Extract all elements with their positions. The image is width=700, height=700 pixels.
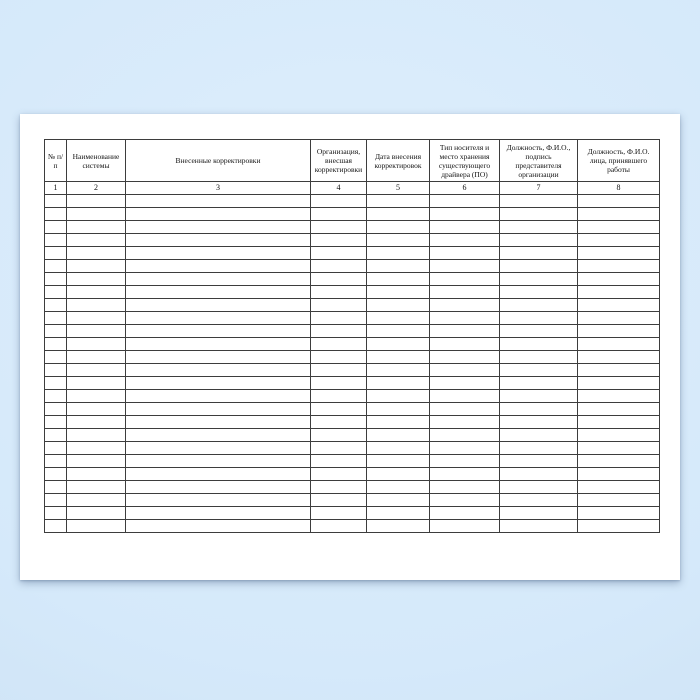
empty-cell xyxy=(430,377,500,390)
empty-cell xyxy=(500,351,578,364)
empty-row xyxy=(45,234,660,247)
empty-row xyxy=(45,338,660,351)
empty-cell xyxy=(578,520,660,533)
empty-cell xyxy=(67,481,126,494)
empty-cell xyxy=(367,351,430,364)
empty-cell xyxy=(430,195,500,208)
empty-row xyxy=(45,299,660,312)
column-number: 1 xyxy=(45,182,67,195)
empty-cell xyxy=(67,312,126,325)
empty-cell xyxy=(126,507,311,520)
empty-cell xyxy=(500,312,578,325)
empty-cell xyxy=(126,403,311,416)
empty-cell xyxy=(67,416,126,429)
empty-cell xyxy=(311,325,367,338)
document-page xyxy=(20,114,680,580)
empty-cell xyxy=(311,416,367,429)
empty-cell xyxy=(578,494,660,507)
empty-cell xyxy=(430,442,500,455)
empty-cell xyxy=(45,442,67,455)
empty-cell xyxy=(311,481,367,494)
empty-cell xyxy=(367,234,430,247)
empty-cell xyxy=(311,221,367,234)
empty-cell xyxy=(67,338,126,351)
empty-row xyxy=(45,520,660,533)
empty-cell xyxy=(430,247,500,260)
column-header-representative: Должность, Ф.И.О., подпись представителя организации xyxy=(500,140,578,182)
column-header-acceptor: Должность, Ф.И.О. лица, принявшего работы xyxy=(578,140,660,182)
empty-cell xyxy=(430,208,500,221)
empty-cell xyxy=(430,312,500,325)
empty-cell xyxy=(126,468,311,481)
empty-cell xyxy=(45,195,67,208)
empty-cell xyxy=(45,234,67,247)
empty-cell xyxy=(367,390,430,403)
empty-cell xyxy=(367,312,430,325)
empty-cell xyxy=(126,208,311,221)
empty-cell xyxy=(45,416,67,429)
empty-cell xyxy=(311,468,367,481)
empty-cell xyxy=(311,520,367,533)
column-header-system-name: Наименование системы xyxy=(67,140,126,182)
empty-cell xyxy=(45,260,67,273)
column-header-num: № п/п xyxy=(45,140,67,182)
column-number: 2 xyxy=(67,182,126,195)
column-number: 4 xyxy=(311,182,367,195)
empty-cell xyxy=(311,273,367,286)
column-header-corrections: Внесенные корректировки xyxy=(126,140,311,182)
empty-cell xyxy=(500,455,578,468)
empty-cell xyxy=(311,390,367,403)
empty-cell xyxy=(500,325,578,338)
empty-cell xyxy=(430,286,500,299)
empty-cell xyxy=(126,273,311,286)
empty-row xyxy=(45,468,660,481)
empty-cell xyxy=(45,377,67,390)
empty-cell xyxy=(311,247,367,260)
empty-cell xyxy=(430,429,500,442)
empty-cell xyxy=(311,260,367,273)
empty-cell xyxy=(430,325,500,338)
empty-cell xyxy=(45,403,67,416)
empty-cell xyxy=(367,364,430,377)
empty-cell xyxy=(126,455,311,468)
empty-cell xyxy=(367,286,430,299)
empty-cell xyxy=(367,416,430,429)
empty-cell xyxy=(311,507,367,520)
empty-cell xyxy=(430,273,500,286)
empty-row xyxy=(45,377,660,390)
empty-cell xyxy=(126,338,311,351)
empty-cell xyxy=(45,507,67,520)
empty-cell xyxy=(500,208,578,221)
empty-cell xyxy=(430,338,500,351)
empty-cell xyxy=(45,247,67,260)
empty-cell xyxy=(578,221,660,234)
empty-cell xyxy=(367,455,430,468)
empty-cell xyxy=(126,351,311,364)
empty-cell xyxy=(311,364,367,377)
empty-cell xyxy=(430,494,500,507)
empty-cell xyxy=(67,208,126,221)
empty-cell xyxy=(67,195,126,208)
empty-cell xyxy=(67,351,126,364)
empty-cell xyxy=(578,351,660,364)
empty-cell xyxy=(430,234,500,247)
empty-cell xyxy=(311,494,367,507)
empty-cell xyxy=(45,390,67,403)
empty-row xyxy=(45,195,660,208)
empty-cell xyxy=(367,520,430,533)
empty-row xyxy=(45,390,660,403)
empty-cell xyxy=(126,299,311,312)
empty-cell xyxy=(67,507,126,520)
column-header-organization: Организация, внесшая корректировки xyxy=(311,140,367,182)
empty-cell xyxy=(126,247,311,260)
empty-cell xyxy=(500,247,578,260)
column-number: 5 xyxy=(367,182,430,195)
empty-cell xyxy=(311,234,367,247)
empty-cell xyxy=(126,221,311,234)
empty-cell xyxy=(500,416,578,429)
empty-cell xyxy=(430,481,500,494)
empty-row xyxy=(45,351,660,364)
empty-cell xyxy=(578,286,660,299)
empty-cell xyxy=(126,494,311,507)
empty-row xyxy=(45,273,660,286)
empty-cell xyxy=(311,312,367,325)
empty-cell xyxy=(126,390,311,403)
empty-cell xyxy=(500,221,578,234)
empty-cell xyxy=(67,221,126,234)
empty-cell xyxy=(311,195,367,208)
empty-cell xyxy=(67,234,126,247)
empty-cell xyxy=(126,312,311,325)
column-number: 7 xyxy=(500,182,578,195)
empty-cell xyxy=(430,260,500,273)
empty-cell xyxy=(430,299,500,312)
empty-cell xyxy=(430,351,500,364)
empty-cell xyxy=(311,338,367,351)
empty-cell xyxy=(578,442,660,455)
empty-row xyxy=(45,416,660,429)
empty-cell xyxy=(578,195,660,208)
empty-cell xyxy=(45,468,67,481)
empty-cell xyxy=(311,299,367,312)
empty-cell xyxy=(578,234,660,247)
empty-cell xyxy=(578,299,660,312)
empty-cell xyxy=(500,429,578,442)
empty-cell xyxy=(67,494,126,507)
empty-cell xyxy=(500,234,578,247)
empty-cell xyxy=(311,442,367,455)
empty-cell xyxy=(126,195,311,208)
empty-cell xyxy=(367,442,430,455)
empty-cell xyxy=(500,481,578,494)
empty-cell xyxy=(578,416,660,429)
empty-cell xyxy=(311,351,367,364)
empty-cell xyxy=(67,377,126,390)
empty-cell xyxy=(578,325,660,338)
empty-row xyxy=(45,312,660,325)
empty-cell xyxy=(311,286,367,299)
empty-cell xyxy=(45,429,67,442)
empty-cell xyxy=(578,468,660,481)
empty-row xyxy=(45,325,660,338)
empty-cell xyxy=(430,403,500,416)
empty-row xyxy=(45,364,660,377)
empty-cell xyxy=(45,364,67,377)
empty-cell xyxy=(430,507,500,520)
empty-cell xyxy=(430,221,500,234)
empty-cell xyxy=(500,507,578,520)
empty-cell xyxy=(578,455,660,468)
empty-cell xyxy=(45,481,67,494)
empty-cell xyxy=(45,312,67,325)
empty-cell xyxy=(67,364,126,377)
empty-cell xyxy=(578,377,660,390)
empty-row xyxy=(45,208,660,221)
empty-cell xyxy=(126,260,311,273)
empty-row xyxy=(45,247,660,260)
empty-cell xyxy=(578,260,660,273)
empty-cell xyxy=(67,286,126,299)
table-header-row xyxy=(45,140,660,182)
empty-cell xyxy=(367,403,430,416)
empty-row xyxy=(45,260,660,273)
empty-row xyxy=(45,429,660,442)
empty-cell xyxy=(45,494,67,507)
empty-cell xyxy=(45,455,67,468)
empty-cell xyxy=(367,208,430,221)
empty-cell xyxy=(578,481,660,494)
column-number: 6 xyxy=(430,182,500,195)
empty-cell xyxy=(500,442,578,455)
empty-cell xyxy=(500,338,578,351)
empty-cell xyxy=(500,377,578,390)
empty-cell xyxy=(67,247,126,260)
empty-cell xyxy=(367,195,430,208)
empty-cell xyxy=(45,325,67,338)
empty-cell xyxy=(67,325,126,338)
empty-cell xyxy=(45,221,67,234)
column-numbers-row xyxy=(45,182,660,195)
empty-cell xyxy=(45,338,67,351)
empty-cell xyxy=(578,364,660,377)
empty-cell xyxy=(578,273,660,286)
empty-row xyxy=(45,442,660,455)
empty-cell xyxy=(126,377,311,390)
empty-cell xyxy=(578,208,660,221)
empty-cell xyxy=(367,507,430,520)
empty-cell xyxy=(430,520,500,533)
empty-cell xyxy=(126,364,311,377)
empty-cell xyxy=(67,455,126,468)
empty-cell xyxy=(500,520,578,533)
empty-cell xyxy=(126,520,311,533)
empty-cell xyxy=(67,468,126,481)
empty-cell xyxy=(126,234,311,247)
empty-row xyxy=(45,221,660,234)
empty-cell xyxy=(311,403,367,416)
empty-cell xyxy=(311,455,367,468)
empty-cell xyxy=(500,494,578,507)
empty-cell xyxy=(45,520,67,533)
column-header-date: Дата внесения корректировок xyxy=(367,140,430,182)
empty-row xyxy=(45,286,660,299)
empty-cell xyxy=(67,403,126,416)
empty-cell xyxy=(367,260,430,273)
empty-cell xyxy=(578,247,660,260)
empty-row xyxy=(45,403,660,416)
empty-cell xyxy=(367,377,430,390)
empty-cell xyxy=(67,429,126,442)
empty-cell xyxy=(430,364,500,377)
empty-cell xyxy=(67,520,126,533)
empty-cell xyxy=(367,325,430,338)
empty-cell xyxy=(45,286,67,299)
empty-cell xyxy=(367,299,430,312)
empty-cell xyxy=(500,286,578,299)
empty-cell xyxy=(367,468,430,481)
empty-cell xyxy=(367,494,430,507)
table-body xyxy=(45,195,660,533)
empty-cell xyxy=(500,364,578,377)
empty-cell xyxy=(578,390,660,403)
empty-cell xyxy=(126,429,311,442)
empty-cell xyxy=(45,351,67,364)
empty-cell xyxy=(500,403,578,416)
empty-cell xyxy=(578,403,660,416)
empty-cell xyxy=(311,377,367,390)
empty-cell xyxy=(126,442,311,455)
empty-cell xyxy=(67,442,126,455)
empty-cell xyxy=(500,468,578,481)
empty-cell xyxy=(500,195,578,208)
empty-cell xyxy=(430,455,500,468)
corrections-journal-table xyxy=(44,139,660,533)
empty-cell xyxy=(311,208,367,221)
empty-cell xyxy=(45,273,67,286)
empty-cell xyxy=(126,325,311,338)
column-number: 8 xyxy=(578,182,660,195)
empty-cell xyxy=(430,468,500,481)
empty-row xyxy=(45,455,660,468)
empty-cell xyxy=(126,481,311,494)
empty-cell xyxy=(367,338,430,351)
empty-cell xyxy=(578,338,660,351)
empty-cell xyxy=(500,390,578,403)
empty-cell xyxy=(45,299,67,312)
empty-cell xyxy=(500,273,578,286)
empty-row xyxy=(45,481,660,494)
empty-cell xyxy=(430,390,500,403)
column-number: 3 xyxy=(126,182,311,195)
empty-cell xyxy=(67,273,126,286)
empty-cell xyxy=(67,390,126,403)
empty-cell xyxy=(578,429,660,442)
empty-cell xyxy=(367,247,430,260)
empty-cell xyxy=(367,221,430,234)
empty-row xyxy=(45,494,660,507)
empty-cell xyxy=(578,312,660,325)
empty-cell xyxy=(367,429,430,442)
empty-cell xyxy=(430,416,500,429)
empty-cell xyxy=(126,286,311,299)
empty-cell xyxy=(578,507,660,520)
empty-row xyxy=(45,507,660,520)
empty-cell xyxy=(67,299,126,312)
empty-cell xyxy=(367,481,430,494)
empty-cell xyxy=(67,260,126,273)
empty-cell xyxy=(367,273,430,286)
empty-cell xyxy=(126,416,311,429)
empty-cell xyxy=(500,299,578,312)
empty-cell xyxy=(45,208,67,221)
empty-cell xyxy=(500,260,578,273)
empty-cell xyxy=(311,429,367,442)
column-header-media-type: Тип носителя и место хранения существующего драйвера (ПО) xyxy=(430,140,500,182)
